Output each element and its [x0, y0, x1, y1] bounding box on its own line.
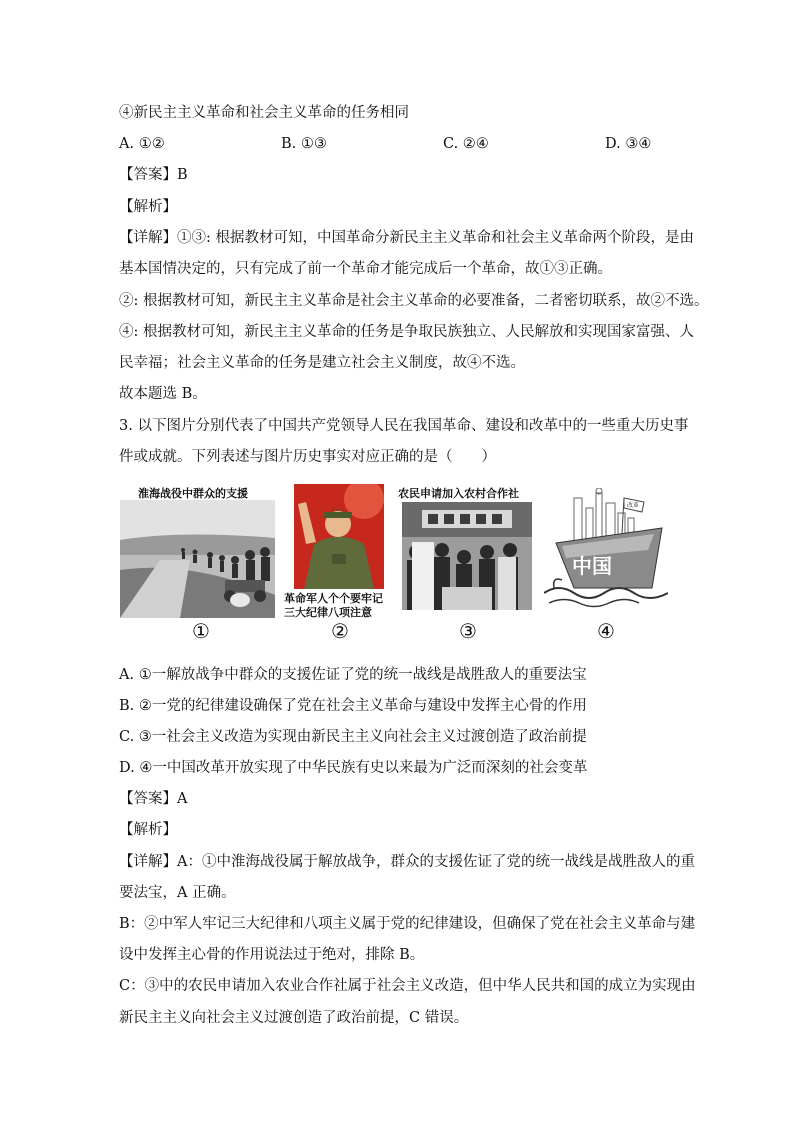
figure-4-cartoon — [544, 488, 668, 612]
figure-3-number: ③ — [459, 619, 477, 643]
q3-detail-line: B：②中军人牢记三大纪律和八项主义属于党的纪律建设，但确保了党在社会主义革命与建 — [119, 916, 696, 932]
q3-analysis-heading: 【解析】 — [119, 822, 177, 838]
q2-analysis-heading: 【解析】 — [119, 199, 177, 215]
figure-2-caption-line-2: 三大纪律八项注意 — [284, 606, 372, 619]
q3-detail-line: 新民主主义向社会主义过渡创造了政治前提，C 错误。 — [119, 1010, 469, 1026]
figure-1-photo — [120, 500, 275, 618]
q3-answer: 【答案】A — [119, 791, 188, 807]
figure-4-number: ④ — [597, 619, 615, 643]
q2-detail-line: ②: 根据教材可知，新民主主义革命是社会主义革命的必要准备，二者密切联系，故②不选。 — [119, 293, 709, 309]
q3-option-a: A. ①一解放战争中群众的支援佐证了党的统一战线是战胜敌人的重要法宝 — [119, 667, 587, 683]
q3-option-b: B. ②一党的纪律建设确保了党在社会主义革命与建设中发挥主心骨的作用 — [119, 698, 587, 714]
q3-stem-line: 件或成就。下列表述与图片历史事实对应正确的是（ ） — [119, 449, 496, 465]
q2-detail-line: 【详解】①③: 根据教材可知，中国革命分新民主主义革命和社会主义革命两个阶段，是由 — [119, 230, 694, 246]
figure-2-number: ② — [331, 619, 349, 643]
figure-1-caption: 淮海战役中群众的支援 — [138, 487, 248, 500]
ship-label: 中国 — [572, 554, 612, 578]
q2-detail-line: 民幸福；社会主义革命的任务是建立社会主义制度，故④不选。 — [119, 355, 525, 371]
q2-detail-line: ④: 根据教材可知，新民主主义革命的任务是争取民族独立、人民解放和实现国家富强、人 — [119, 324, 694, 340]
q3-detail-line: C：③中的农民申请加入农业合作社属于社会主义改造，但中华人民共和国的成立为实现由 — [119, 978, 696, 994]
flag-label: 改革 — [627, 502, 640, 509]
q2-option-b: B. ①③ — [281, 136, 327, 152]
q2-conclusion: 故本题选 B。 — [119, 386, 207, 402]
figure-2-poster — [294, 484, 384, 589]
q3-detail-line: 要法宝，A 正确。 — [119, 885, 236, 901]
figure-3-caption: 农民申请加入农村合作社 — [398, 487, 519, 500]
q2-option-c: C. ②④ — [443, 136, 489, 152]
q3-detail-line: 【详解】A：①中淮海战役属于解放战争，群众的支援佐证了党的统一战线是战胜敌人的重 — [119, 854, 695, 870]
figure-2-caption-line-1: 革命军人个个要牢记 — [284, 592, 383, 605]
q2-detail-line: 基本国情决定的，只有完成了前一个革命才能完成后一个革命，故①③正确。 — [119, 261, 612, 277]
figure-3-photo — [402, 502, 532, 610]
figure-1-number: ① — [192, 619, 210, 643]
q2-option-a: A. ①② — [119, 136, 165, 152]
q2-answer: 【答案】B — [119, 167, 188, 183]
q3-detail-line: 设中发挥主心骨的作用说法过于绝对，排除 B。 — [119, 947, 425, 963]
q3-stem-line: 3. 以下图片分别代表了中国共产党领导人民在我国革命、建设和改革中的一些重大历史事 — [119, 418, 689, 434]
q3-option-d: D. ④一中国改革开放实现了中华民族有史以来最为广泛而深刻的社会变革 — [119, 760, 588, 776]
statement-4: ④新民主主义革命和社会主义革命的任务相同 — [119, 105, 409, 121]
q3-option-c: C. ③一社会主义改造为实现由新民主主义向社会主义过渡创造了政治前提 — [119, 729, 587, 745]
q2-option-d: D. ③④ — [605, 136, 652, 152]
